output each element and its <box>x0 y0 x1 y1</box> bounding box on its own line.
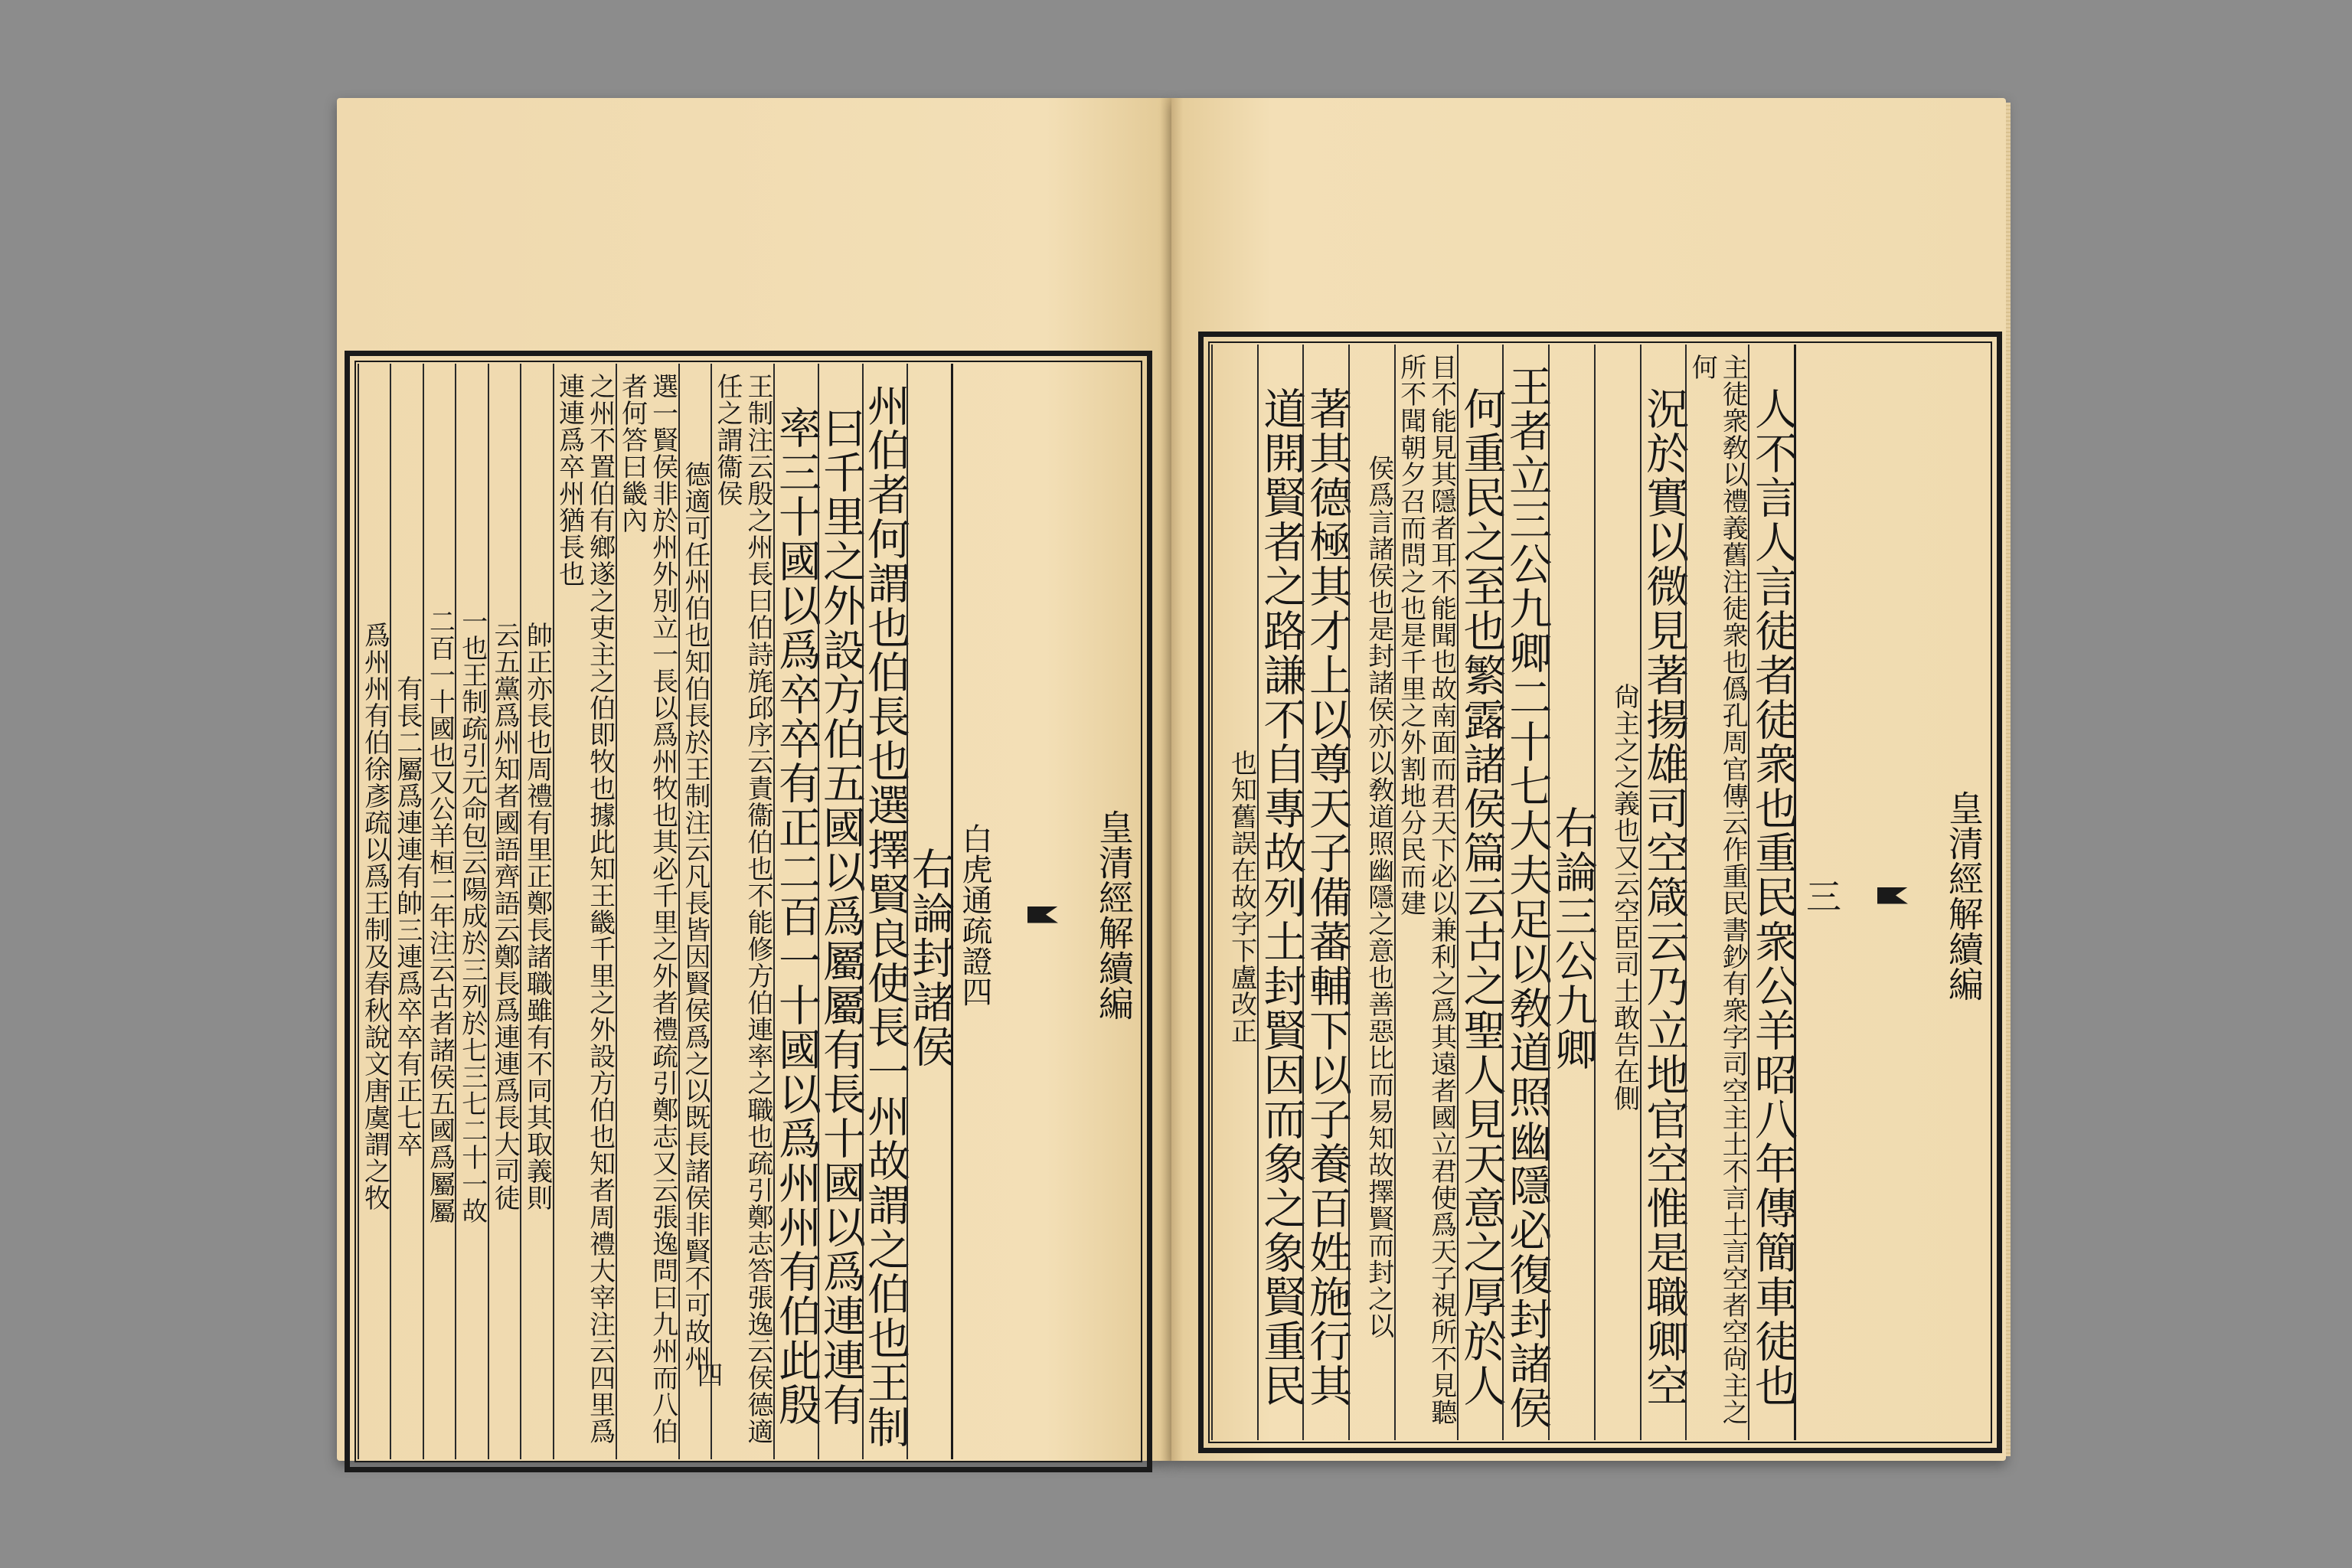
chapter-title: 白虎通疏證四 <box>957 822 992 1007</box>
left-page-number: 四 <box>692 1361 723 1387</box>
left-column-text: 一也王制疏引元命包云陽成於三列於七三七二十一故 <box>456 608 488 1224</box>
left-text-column <box>358 364 390 1459</box>
left-column-text: 之州不置伯有鄉遂之吏主之伯即牧也據此知王畿千里之外設方伯也知者周禮大宰注云四里爲連連爲卒州猶長也 <box>554 373 616 1445</box>
right-column-text: 人不言人言徒者徒衆也重民衆公羊昭八年傳簡車徒也 <box>1748 386 1798 1408</box>
left-column-text: 右論封諸侯 <box>905 846 955 1069</box>
right-text-column <box>1456 345 1507 1440</box>
right-column-text: 著其德極其才上以尊天子備蕃輔下以子養百姓施行其 <box>1302 386 1353 1408</box>
left-column-text: 云五黨爲州知者國語齊語云鄭長爲連連爲長大司徒 <box>489 621 521 1211</box>
left-column-text: 二百一十國也又公羊桓二年注云古者諸侯五國爲屬屬 <box>424 608 456 1224</box>
right-page-number: 三 <box>1801 877 1842 913</box>
left-column-text: 州伯者何謂也伯長也選擇賢良使長一州故謂之伯也王制 <box>861 383 910 1449</box>
left-text-frame <box>345 351 1152 1472</box>
right-margin-column <box>1794 345 1989 1440</box>
right-text-column <box>1256 345 1307 1440</box>
right-text-frame <box>1198 332 2002 1453</box>
right-column-text: 目不能見其隱者耳不能聞也故南面而君天下必以兼利之爲其遠者國立君使爲天子視所不見聽所不聞朝夕召而問之也是千里之外割地分民而建 <box>1395 354 1457 1426</box>
right-column-text: 侯爲言諸侯也是封諸侯亦以敎道照幽隱之意也善惡比而易知故擇賢而封之以 <box>1363 455 1394 1339</box>
left-column-text: 曰千里之外設方伯五國以爲屬屬有長十國以爲連連有 <box>816 405 866 1427</box>
right-text-column <box>1685 345 1748 1440</box>
left-text-column <box>423 364 455 1459</box>
left-text-column <box>816 364 866 1459</box>
left-column-text: 帥正亦長也周禮有里正鄭長諸職雖有不同其取義則 <box>521 621 553 1211</box>
left-margin-column <box>951 364 1139 1459</box>
left-column-text: 選一賢侯非於州外別立一長以爲州牧也其必千里之外者禮疏引鄭志又云張逸問曰九州而八伯者何答曰畿內 <box>616 373 678 1445</box>
right-text-column <box>1639 345 1690 1440</box>
left-text-column <box>488 364 520 1459</box>
left-text-column <box>520 364 552 1459</box>
left-text-column <box>772 364 822 1459</box>
right-text-column <box>1547 345 1598 1440</box>
book-spine <box>1160 98 1183 1461</box>
left-text-column <box>710 364 773 1459</box>
left-page <box>337 98 1171 1461</box>
right-columns <box>1211 345 1989 1440</box>
left-text-column <box>861 364 910 1459</box>
fish-tail-mark-icon <box>1877 887 1908 904</box>
right-column-text: 何重民之至也繁露諸侯篇云古之聖人見天意之厚於人 <box>1456 386 1507 1408</box>
right-text-column <box>1394 345 1457 1440</box>
left-text-column <box>905 364 955 1459</box>
open-book <box>337 98 2006 1461</box>
left-text-column <box>616 364 678 1459</box>
left-column-text: 爲州州有伯徐彥疏以爲王制及春秋說文唐虞謂之牧 <box>359 621 390 1211</box>
left-column-text: 德適可任州伯也知伯長於王制注云凡長皆因賢侯爲之以既長諸侯非賢不可故州 <box>680 460 710 1372</box>
right-column-text: 道開賢者之路謙不自專故列土封賢因而象之象賢重民 <box>1256 386 1307 1408</box>
fish-tail-mark-icon <box>1027 906 1058 923</box>
right-column-text: 主徒衆敎以禮義舊注徒衆也僞孔周官傳云作重民書鈔有衆字司空主土不言土言空者空尙主之何 <box>1687 354 1749 1426</box>
right-text-column <box>1502 345 1553 1440</box>
left-text-column <box>390 364 422 1459</box>
right-column-text: 也知舊誤在故字下盧改正 <box>1226 750 1257 1044</box>
right-text-column <box>1748 345 1798 1440</box>
right-column-text: 況於實以微見著揚雄司空箴云乃立地官空惟是職卿空 <box>1639 386 1690 1408</box>
right-text-column <box>1211 345 1257 1440</box>
right-column-text: 尙主之之義也又云空臣司土敢告在側 <box>1609 682 1640 1112</box>
left-text-column <box>678 364 710 1459</box>
right-text-column <box>1302 345 1353 1440</box>
right-column-text: 右論三公九卿 <box>1547 805 1598 1072</box>
left-column-text: 率三十國以爲卒卒有正二百一十國以爲州州有伯此殷 <box>772 405 822 1427</box>
book-title-right: 皇清經解續編 <box>1943 789 1984 1001</box>
right-column-text: 王者立三公九卿二十七大夫足以敎道照幽隱必復封諸侯 <box>1502 364 1553 1430</box>
right-text-column <box>1594 345 1640 1440</box>
left-columns <box>358 364 1139 1459</box>
right-page <box>1171 98 2006 1461</box>
book-title: 皇清經解續編 <box>1093 808 1135 1021</box>
left-column-text: 有長二屬爲連連有帥三連爲卒卒有正七卒 <box>391 675 423 1158</box>
left-text-column <box>455 364 487 1459</box>
left-text-column <box>553 364 616 1459</box>
left-column-text: 王制注云殷之州長曰伯詩旄邱序云責衞伯也不能修方伯連率之職也疏引鄭志答張逸云侯德適任之謂衞侯 <box>712 373 773 1445</box>
right-text-column <box>1348 345 1394 1440</box>
